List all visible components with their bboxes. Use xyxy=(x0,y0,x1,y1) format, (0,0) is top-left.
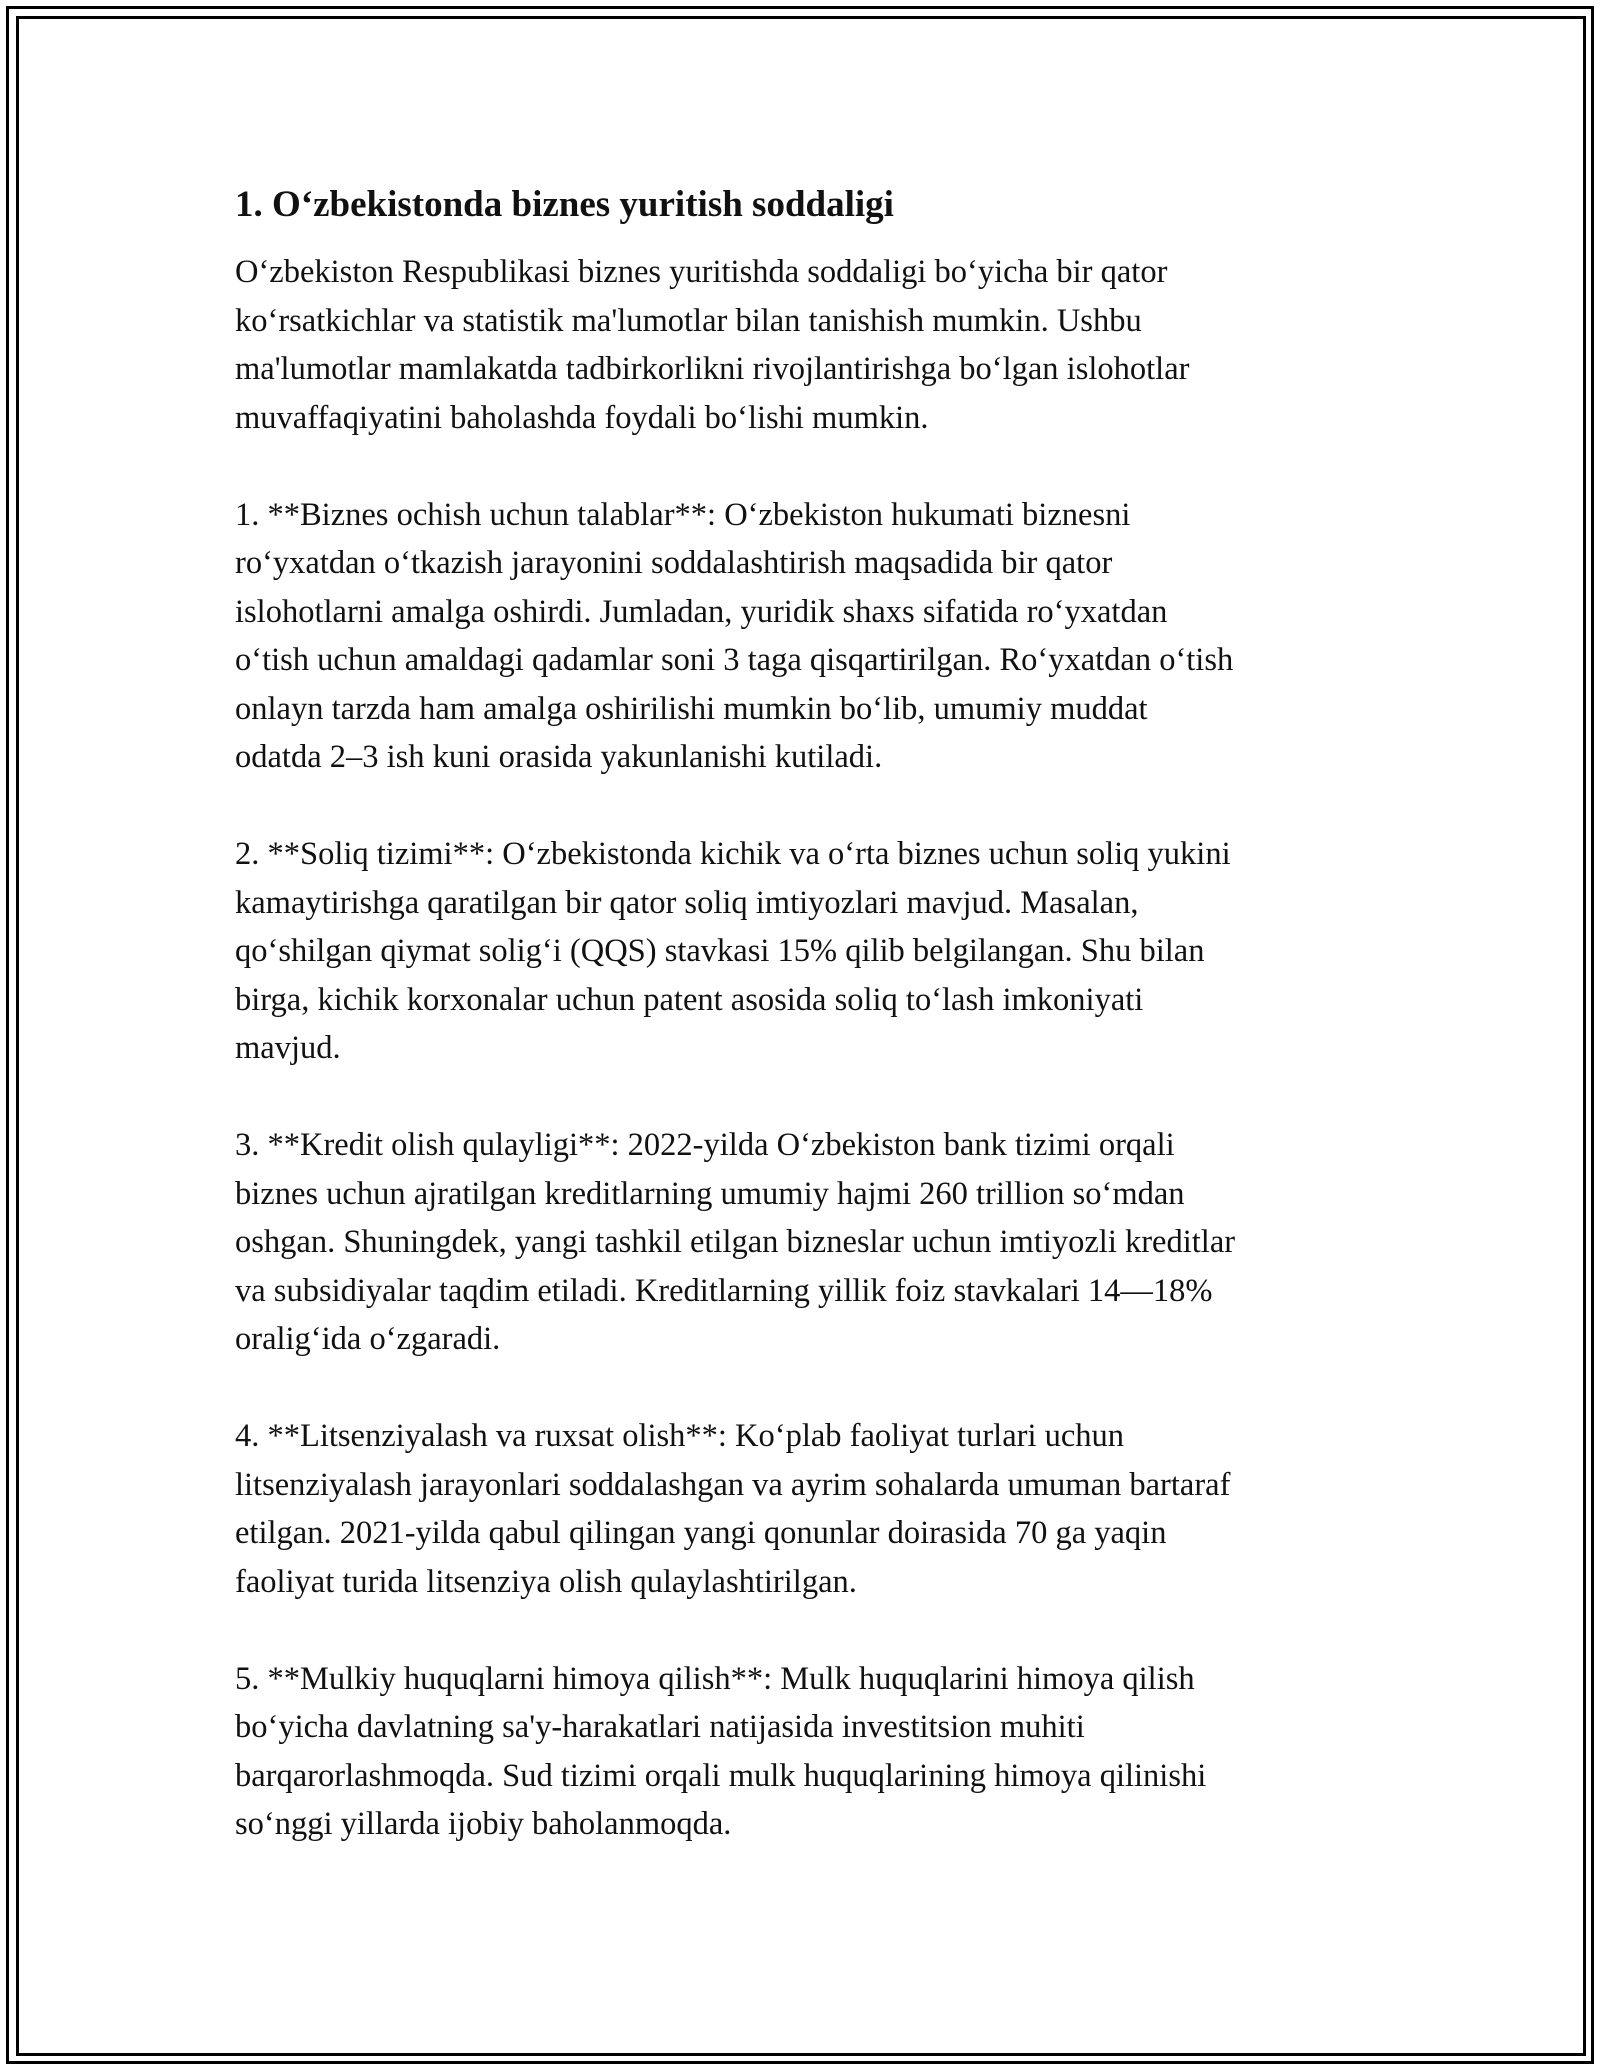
paragraph-licensing: 4. **Litsenziyalash va ruxsat olish**: Ko‘plab faoliyat turlari uchun litsenziyalash jarayonlari soddalashgan va ayrim sohalarda umuman bartaraf etilgan. 2021-yilda qabul qilingan yangi qonunlar doirasida 70 ga yaqin faoliyat turida litsenziya olish qulaylashtirilgan. xyxy=(235,1418,1231,1600)
paragraph-property-rights: 5. **Mulkiy huquqlarni himoya qilish**: Mulk huquqlarini himoya qilish bo‘yicha davlatning sa'y-harakatlari natijasida investitsion muhiti barqarorlashmoqda. Sud tizimi orqali mulk huquqlarining himoya qilinishi so‘nggi yillarda ijobiy baholanmoqda. xyxy=(235,1660,1207,1842)
document-title: 1. O‘zbekistonda biznes yuritish soddaligi xyxy=(235,184,894,225)
paragraph-credit-access: 3. **Kredit olish qulayligi**: 2022-yilda O‘zbekiston bank tizimi orqali biznes uchun ajratilgan kreditlarning umumiy hajmi 260 trillion so‘mdan oshgan. Shuningdek, yangi tashkil etilgan bizneslar uchun imtiyozli kreditlar va subsidiyalar taqdim etiladi. Kreditlarning yillik foiz stavkalari 14—18% oralig‘ida o‘zgaradi. xyxy=(235,1127,1236,1357)
paragraph-business-registration: 1. **Biznes ochish uchun talablar**: O‘zbekiston hukumati biznesni ro‘yxatdan o‘tkazish jarayonini soddalashtirish maqsadida bir qator islohotlarni amalga oshirdi. Jumladan, yuridik shaxs sifatida ro‘yxatdan o‘tish uchun amaldagi qadamlar soni 3 taga qisqartirilgan. Ro‘yxatdan o‘tish onlayn tarzda ham amalga oshirilishi mumkin bo‘lib, umumiy muddat odatda 2–3 ish kuni orasida yakunlanishi kutiladi. xyxy=(235,496,1234,775)
document-body xyxy=(235,180,1365,1897)
paragraph-tax-system: 2. **Soliq tizimi**: O‘zbekistonda kichik va o‘rta biznes uchun soliq yukini kamaytirishga qaratilgan bir qator soliq imtiyozlari mavjud. Masalan, qo‘shilgan qiymat solig‘i (QQS) stavkasi 15% qilib belgilangan. Shu bilan birga, kichik korxonalar uchun patent asosida soliq to‘lash imkoniyati mavjud. xyxy=(235,836,1231,1066)
intro-paragraph: O‘zbekiston Respublikasi biznes yuritishda soddaligi bo‘yicha bir qator ko‘rsatkichlar va statistik ma'lumotlar bilan tanishish mumkin. Ushbu ma'lumotlar mamlakatda tadbirkorlikni rivojlantirishga bo‘lgan islohotlar muvaffaqiyatini baholashda foydali bo‘lishi mumkin. xyxy=(235,254,1190,436)
